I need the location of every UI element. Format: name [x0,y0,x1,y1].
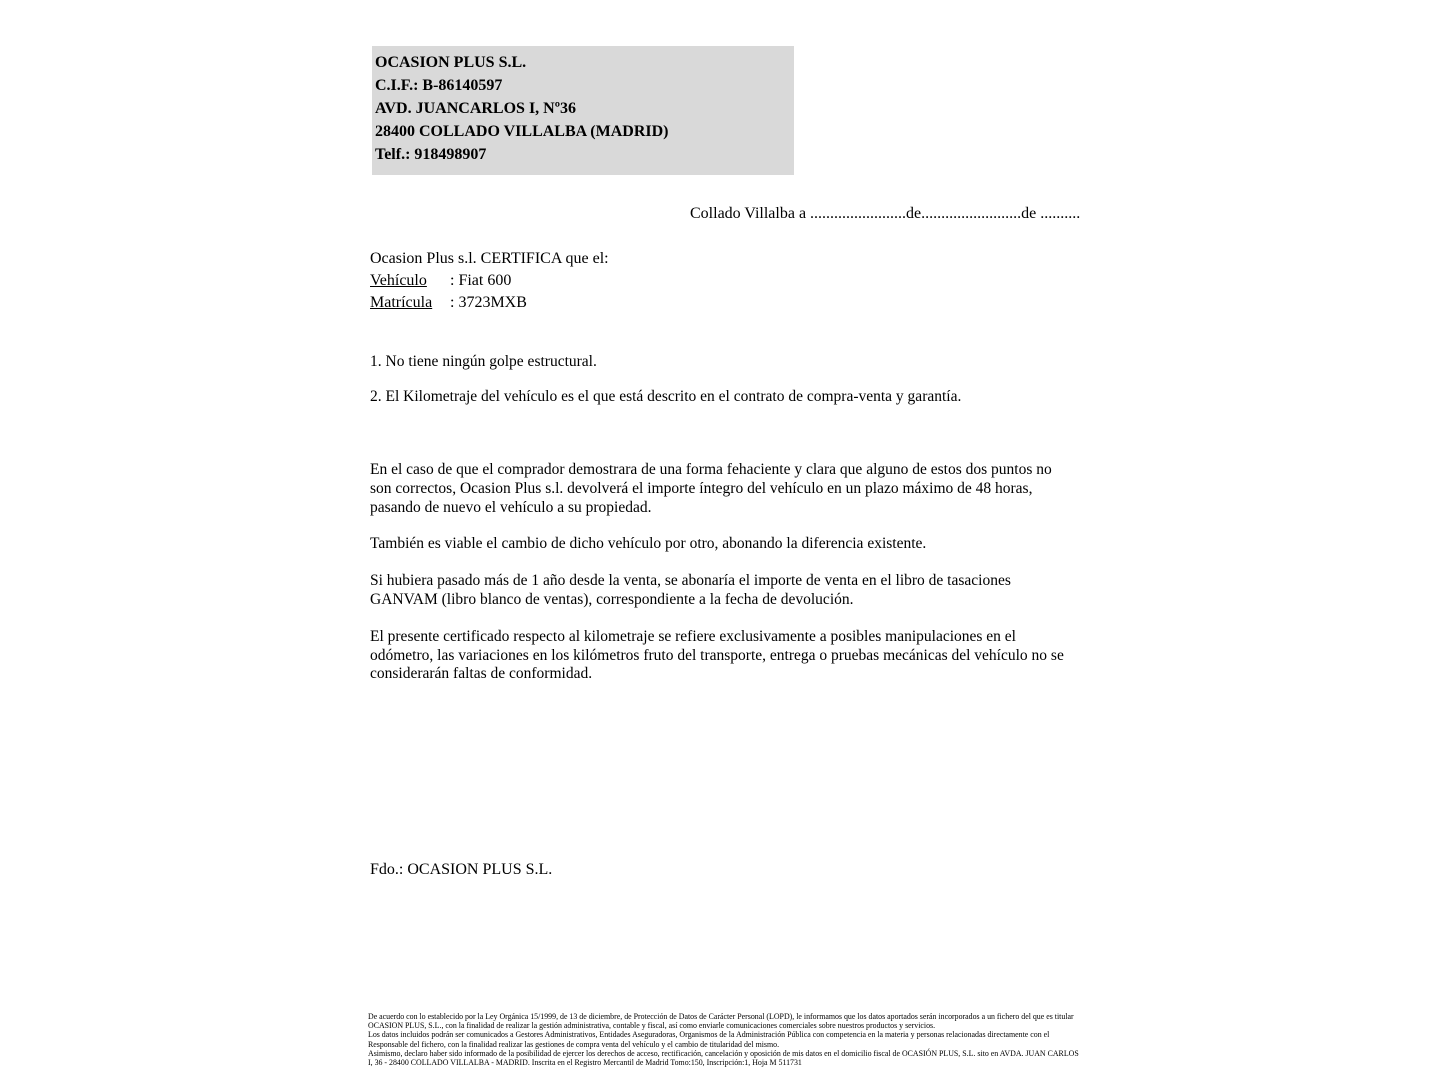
certified-points [370,352,1080,422]
paragraph-exchange: También es viable el cambio de dicho vehículo por otro, abonando la diferencia existente. [370,535,927,553]
company-phone: Telf.: 918498907 [375,146,487,163]
certify-intro: Ocasion Plus s.l. CERTIFICA que el: [370,250,609,267]
plate-value: : 3723MXB [450,294,527,311]
vehicle-row [370,270,609,292]
plate-row [370,292,609,314]
certification-block [370,248,609,314]
company-city: 28400 COLLADO VILLALBA (MADRID) [375,123,669,140]
paragraph-refund: En el caso de que el comprador demostrara de una forma fehaciente y clara que alguno de estos dos puntos no son correctos, Ocasion Plus s.l. devolverá el importe íntegro del vehículo en un plazo máximo de 48 horas, pasando de nuevo el vehículo a su propiedad. [370,461,1052,516]
company-cif: C.I.F.: B-86140597 [375,77,503,94]
company-header-box [372,46,794,175]
signature-line: Fdo.: OCASION PLUS S.L. [370,861,553,878]
legal-paragraph-rights: Asimismo, declaro haber sido informado de la posibilidad de ejercer los derechos de acceso, rectificación, cancelación y oposición de mis datos en el domicilio fiscal de OCASIÓN PLUS, S.L. sito en AVDA. JUAN CARLOS I, 36 - 28400 COLLADO VILLALBA - MADRID. Inscrita en el Registro Mercantil de Madrid Tomo:150, Inscripción:1, Hoja M 511731 [368,1048,1079,1068]
paragraph-ganvam: Si hubiera pasado más de 1 año desde la venta, se abonaría el importe de venta en el libro de tasaciones GANVAM (libro blanco de ventas), correspondiente a la fecha de devolución. [370,572,1011,608]
vehicle-label: Vehículo [370,272,427,289]
point-1: 1. No tiene ningún golpe estructural. [370,353,597,370]
date-line: Collado Villalba a ........................de.........................de .......... [690,205,1081,222]
vehicle-value: : Fiat 600 [450,272,512,289]
paragraph-odometer: El presente certificado respecto al kilometraje se refiere exclusivamente a posibles manipulaciones en el odómetro, las variaciones en los kilómetros fruto del transporte, entrega o pruebas mecánicas del vehículo no se considerarán faltas de conformidad. [370,627,1064,683]
legal-paragraph-lopd: De acuerdo con lo establecido por la Ley Orgánica 15/1999, de 13 de diciembre, de Protección de Datos de Carácter Personal (LOPD), le informamos que los datos aportados serán incorporados a un fichero del que es titular OCASION PLUS, S.L., con la finalidad de realizar la gestión administrativa, contable y fiscal, así como enviarle comunicaciones comerciales sobre nuestros productos y servicios. [368,1012,1074,1031]
body-paragraphs [370,461,1074,702]
plate-label: Matrícula [370,294,433,311]
legal-paragraph-data-sharing: Los datos incluidos podrán ser comunicados a Gestores Administrativos, Entidades Aseguradoras, Organismos de la Administración Pública con competencia en la materia y personas relacionadas directamente con el Responsable del fichero, con la finalidad realizar las gestiones de compra venta del vehículo y el cambio de titularidad del mismo. [368,1030,1050,1049]
legal-footer [368,1012,1080,1067]
company-name: OCASION PLUS S.L. [375,54,527,71]
point-2: 2. El Kilometraje del vehículo es el que está descrito en el contrato de compra-venta y garantía. [370,388,962,405]
company-address: AVD. JUANCARLOS I, Nº36 [375,100,577,117]
